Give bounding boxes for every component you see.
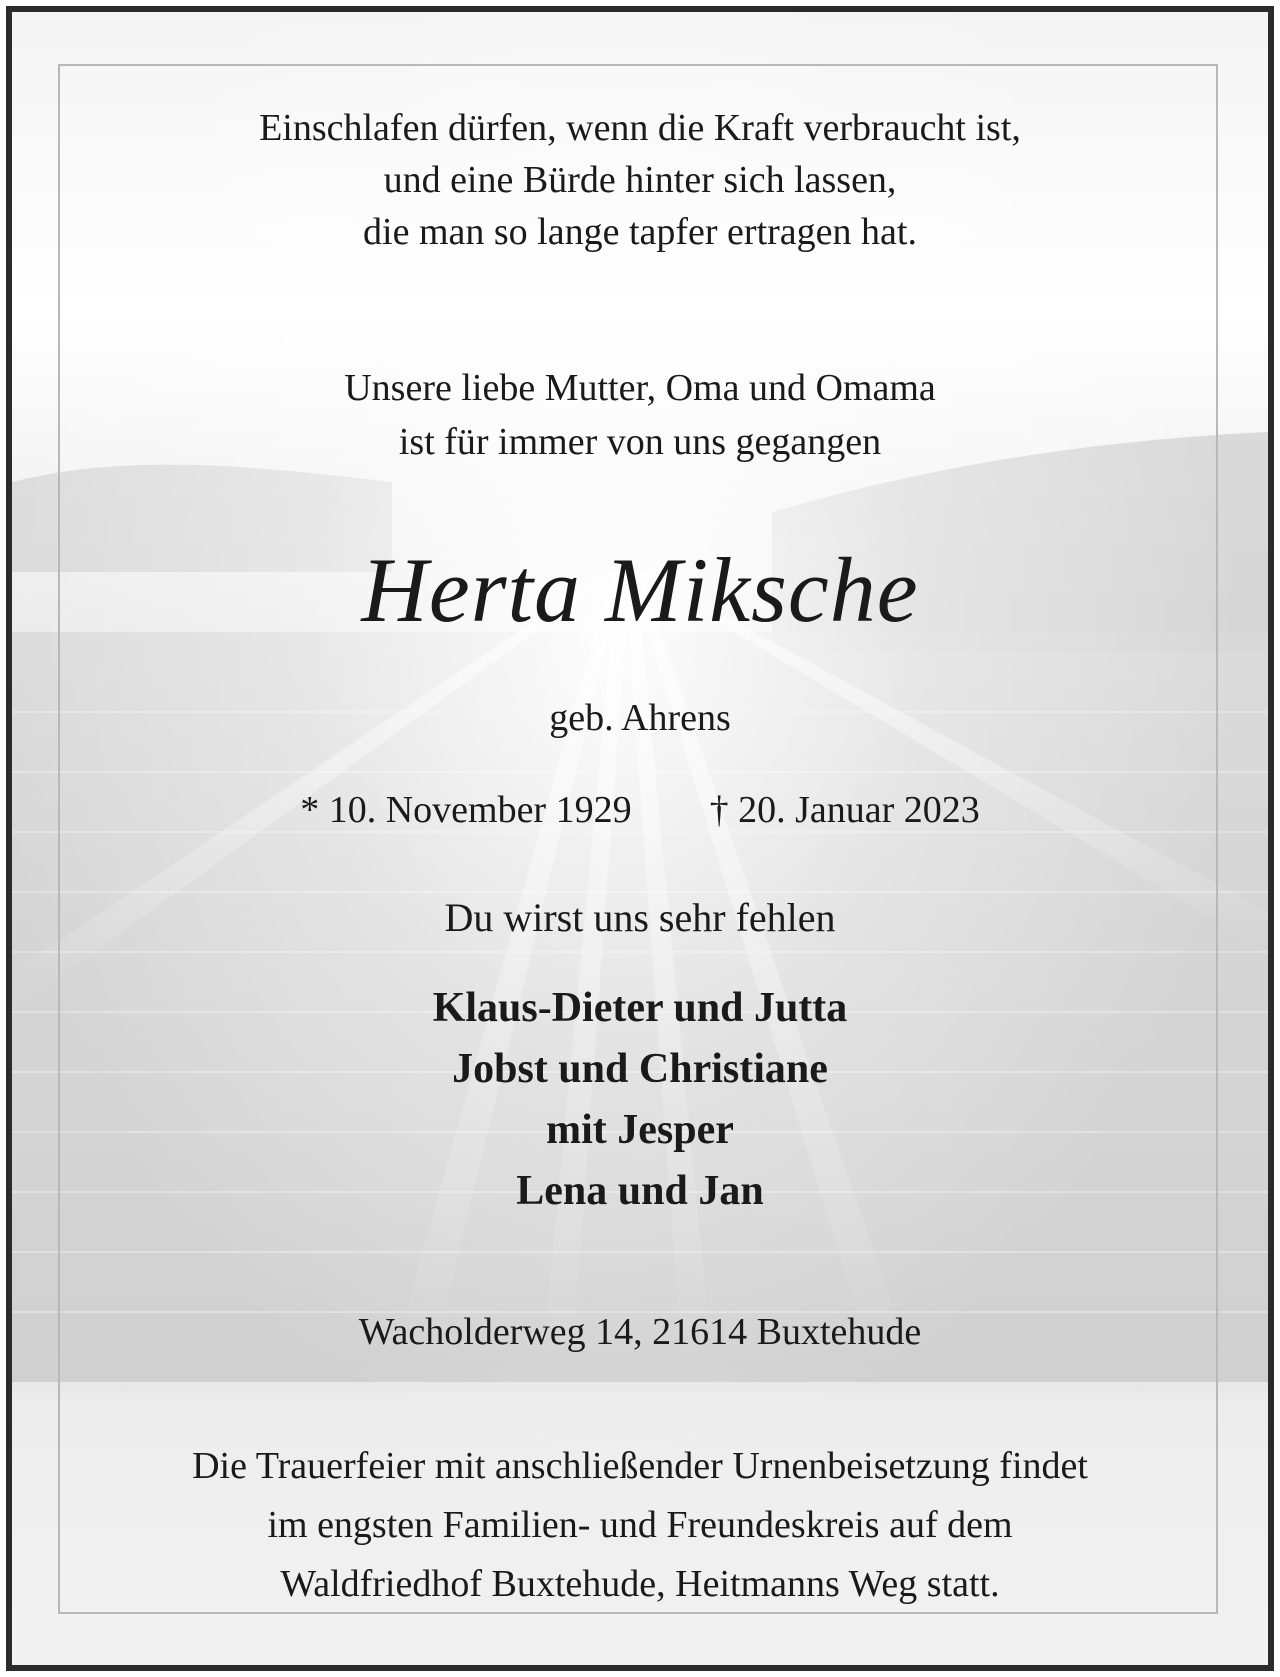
life-dates bbox=[12, 788, 1268, 832]
obituary-content bbox=[12, 12, 1268, 1665]
poem-line-1: Einschlafen dürfen, wenn die Kraft verbraucht ist, bbox=[259, 107, 1021, 149]
intro-line-2: ist für immer von uns gegangen bbox=[398, 421, 882, 463]
poem-line-2: und eine Bürde hinter sich lassen, bbox=[383, 159, 897, 201]
intro-line-1: Unsere liebe Mutter, Oma und Omama bbox=[344, 367, 936, 409]
family-line-3: mit Jesper bbox=[546, 1107, 734, 1153]
obituary-frame bbox=[6, 6, 1274, 1671]
maiden-name: geb. Ahrens bbox=[549, 697, 731, 739]
poem-line-3: die man so lange tapfer ertragen hat. bbox=[363, 211, 917, 253]
service-notice-line-3: Waldfriedhof Buxtehude, Heitmanns Weg statt. bbox=[280, 1563, 1000, 1605]
deceased-name: Herta Miksche bbox=[361, 539, 919, 641]
farewell-line: Du wirst uns sehr fehlen bbox=[444, 895, 836, 940]
family-address: Wacholderweg 14, 21614 Buxtehude bbox=[358, 1311, 922, 1353]
family-line-2: Jobst und Christiane bbox=[452, 1046, 828, 1092]
service-notice-line-2: im engsten Familien- und Freundeskreis auf dem bbox=[267, 1504, 1013, 1546]
family-line-4: Lena und Jan bbox=[516, 1168, 764, 1214]
birth-date: * 10. November 1929 bbox=[300, 789, 632, 831]
service-notice-line-1: Die Trauerfeier mit anschließender Urnenbeisetzung findet bbox=[192, 1445, 1088, 1487]
death-date: † 20. Januar 2023 bbox=[709, 789, 980, 831]
family-line-1: Klaus-Dieter und Jutta bbox=[432, 985, 848, 1031]
